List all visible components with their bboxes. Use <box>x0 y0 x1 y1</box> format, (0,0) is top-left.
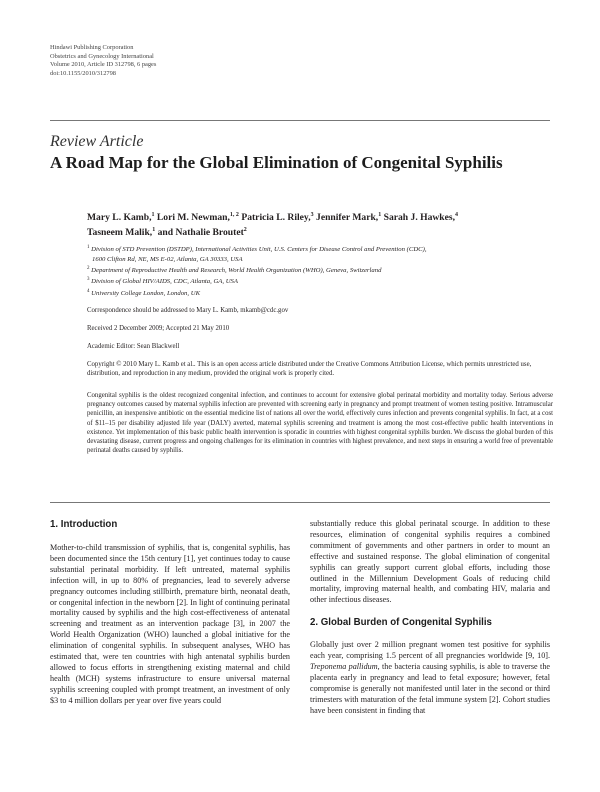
author-line-1 <box>87 209 547 224</box>
body-text: Globally just over 2 million pregnant women test positive for syphilis each year, comprising 1.5 percent of all pregnancies worldwide [9, 10]. <box>310 640 550 661</box>
article-type: Review Article <box>50 133 144 150</box>
author: Jennifer Mark, <box>316 212 379 224</box>
author-affil-ref: 1 <box>378 212 382 218</box>
body-paragraph <box>310 640 550 716</box>
right-column <box>310 519 550 717</box>
author: Sarah J. Hawkes, <box>383 212 456 224</box>
section-heading: 1. Introduction <box>50 519 118 530</box>
author-affil-ref: 2 <box>243 227 247 234</box>
species-name: Treponema pallidum <box>310 662 378 672</box>
left-column <box>50 519 290 707</box>
affiliation <box>87 275 547 287</box>
affiliation <box>87 287 547 299</box>
copyright-notice: Copyright © 2010 Mary L. Kamb et al.. This is an open access article distributed under the Creative Commons Attribution License, which permits unrestricted use, distribution, and reproduction in any medium, provided the original work is properly cited. <box>87 361 532 377</box>
abstract-divider <box>50 502 550 503</box>
author-affil-ref: 3 <box>310 212 314 218</box>
received-dates: Received 2 December 2009; Accepted 21 May 2010 <box>87 325 230 332</box>
author: and Nathalie Broutet <box>157 227 244 239</box>
abstract: Congenital syphilis is the oldest recognized congenital infection, and continues to account for extensive global perinatal morbidity and mortality today. Serious adverse pregnancy outcomes caused by maternal syphilis infection are prevented with screening early in pregnancy and prompt treatment of women testing positive. Intramuscular penicillin, an inexpensive antibiotic on the essential medicine list of nations all over the world, effectively cures infection and prevents congenital syphilis. In fact, at a cost of $11–15 per disability adjusted life year (DALY) averted, maternal syphilis screening and treatment is among the most cost-effective public health interventions in existence. Yet implementation of this basic public health intervention is sporadic in countries with highest congenital syphilis burden. We discuss the global burden of this devastating disease, current progress and ongoing challenges for its elimination in countries with highest prevalence, and next steps in ensuring a world free of preventable perinatal deaths caused by syphilis. <box>87 392 553 455</box>
author-list <box>87 209 547 239</box>
affiliation-text: Department of Reproductive Health and Research, World Health Organization (WHO), Geneva, Switzerland <box>91 267 382 275</box>
affiliation <box>87 264 547 276</box>
body-text: , the bacteria causing syphilis, is able to traverse the placenta early in pregnancy and lead to fetal exposure; however, fetal compromise is generally not manifested until later in the second or third trimesters with maturation of the fetal immune system [2]. Cohort studies have been consistent in finding that <box>310 662 550 715</box>
affiliation-text: University College London, London, UK <box>91 290 201 298</box>
author: Mary L. Kamb, <box>87 212 152 224</box>
affiliation-text: Division of Global HIV/AIDS, CDC, Atlanta, GA, USA <box>91 278 238 286</box>
author-affil-ref: 1 <box>151 212 155 218</box>
author-line-2 <box>87 224 547 239</box>
author-affil-ref: 1 <box>152 227 156 234</box>
author: Lori M. Newman, <box>156 212 230 224</box>
body-paragraph: Mother-to-child transmission of syphilis, that is, congenital syphilis, has been documented since the 15th century [1], yet continues today to cause substantial perinatal morbidity. If left untreated, maternal syphilis infection will, in up to 80% of pregnancies, lead to severely adverse pregnancy outcomes including stillbirth, premature birth, neonatal death, or congenital infection in the newborn [2]. In light of continuing perinatal mortality caused by syphilis and the high cost-effectiveness of antenatal screening and treatment as an intervention package [3], in 2007 the World Health Organization (WHO) launched a global initiative for the elimination of congenital syphilis. In subsequent analyses, WHO has estimated that, were ten countries with high antenatal syphilis burden allowed to focus efforts in strengthening existing maternal and child health (MCH) systems infrastructure to ensure universal maternal syphilis screening coupled with prompt treatment, an investment of only $3 to 4 million dollars per year over five years could <box>50 543 290 705</box>
header-divider <box>50 120 550 121</box>
body-paragraph: substantially reduce this global perinatal scourge. In addition to these resources, elimination of congenital syphilis requires a combined commitment of governments and other partners in order to mount an effective and sustained response. The global elimination of congenital syphilis can greatly support current global efforts, including those outlined in the Millennium Development Goals of reducing child mortality, improving maternal health, and combating HIV, malaria and other infectious diseases. <box>310 519 550 605</box>
author: Patricia L. Riley, <box>241 212 311 224</box>
journal-header <box>50 44 156 78</box>
academic-editor: Academic Editor: Sean Blackwell <box>87 343 180 350</box>
author-affil-ref: 4 <box>455 212 459 218</box>
affiliation-number: 1 <box>87 245 90 250</box>
affiliation <box>87 243 547 255</box>
affiliation-text: Division of STD Prevention (DSTDP), International Activities Unit, U.S. Centers for Disease Control and Prevention (CDC), <box>91 246 427 254</box>
volume-info: Volume 2010, Article ID 312798, 6 pages <box>50 61 157 69</box>
doi-link[interactable]: doi:10.1155/2010/312798 <box>50 69 116 77</box>
affiliation-continued: 1600 Clifton Rd, NE, MS E-02, Atlanta, GA 30333, USA <box>92 255 243 263</box>
affiliation-number: 4 <box>87 288 90 294</box>
section-heading: 2. Global Burden of Congenital Syphilis <box>310 617 492 629</box>
affiliation-number: 2 <box>87 265 90 271</box>
journal-name: Obstetrics and Gynecology International <box>50 52 154 60</box>
publisher-name: Hindawi Publishing Corporation <box>50 44 134 51</box>
author-affil-ref: 1, 2 <box>229 212 239 218</box>
article-title: A Road Map for the Global Elimination of Congenital Syphilis <box>50 153 503 172</box>
affiliation-number: 3 <box>87 277 90 283</box>
correspondence: Correspondence should be addressed to Mary L. Kamb, mkamb@cdc.gov <box>87 307 289 314</box>
author: Tasneem Malik, <box>87 227 153 239</box>
affiliations <box>87 243 547 298</box>
